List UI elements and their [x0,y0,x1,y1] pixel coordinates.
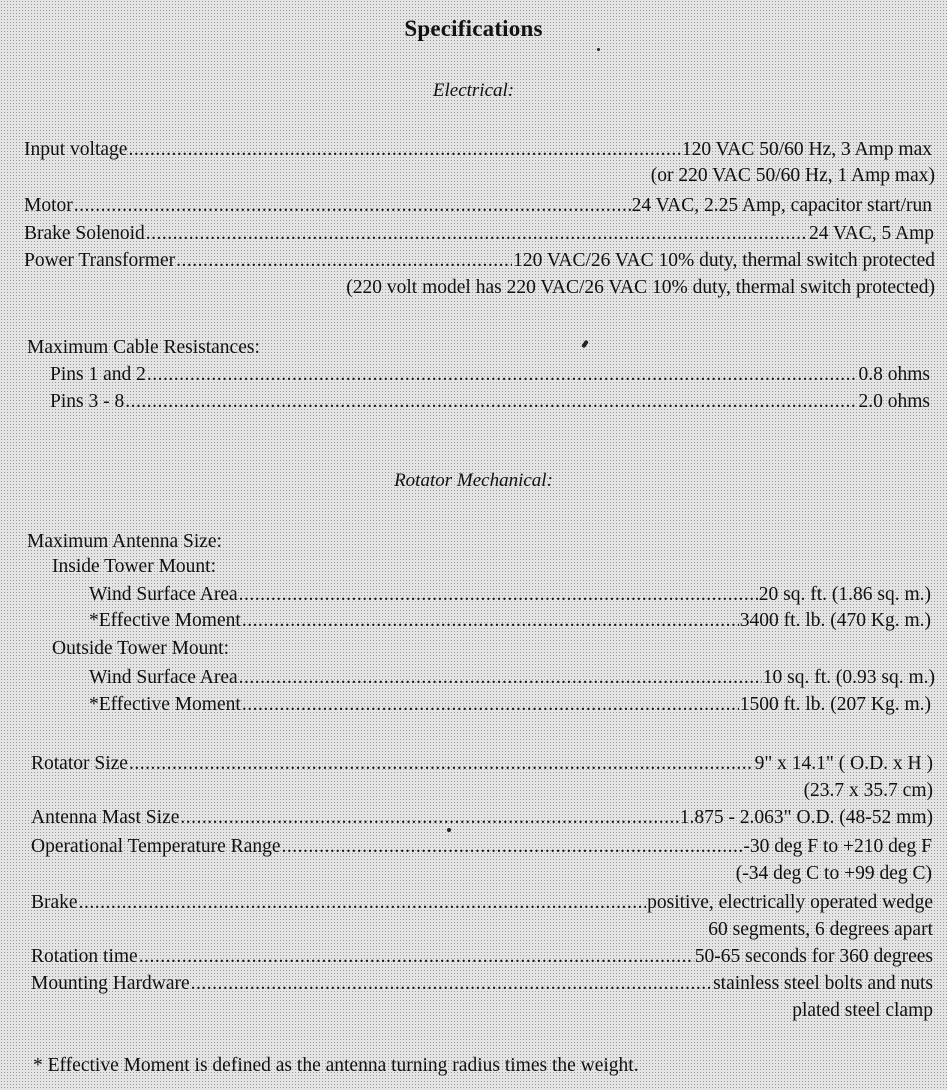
spec-row-brake-solenoid [24,222,934,246]
spec-row-input-voltage [24,138,932,162]
spec-row-temperature [31,835,932,859]
spec-value: 10 sq. ft. (0.93 sq. m.) [762,667,935,688]
spec-value-continued: (-34 deg C to +99 deg C) [735,863,932,884]
spec-label: Wind Surface Area [89,667,238,688]
spec-value: 24 VAC, 5 Amp [809,223,934,244]
spec-row-power-transformer [24,249,935,273]
spec-label: *Effective Moment [89,694,241,715]
spec-row-outside-wind-area [89,666,935,690]
spec-row-rotation-time [31,945,933,969]
spec-label: Brake [31,892,78,913]
spec-value: stainless steel bolts and nuts [713,973,933,994]
leader-dots [128,138,680,162]
speck-mark [597,48,600,51]
spec-label: Pins 3 - 8 [50,391,125,412]
spec-label: Wind Surface Area [89,584,238,605]
spec-row-rotator-size [31,752,933,776]
leader-dots [242,693,739,717]
spec-row-inside-wind-area [89,583,931,607]
spec-label: Power Transformer [24,250,176,271]
speck-mark [447,828,451,832]
spec-label: *Effective Moment [89,610,241,631]
spec-row-motor [24,194,932,218]
mechanical-heading: Rotator Mechanical: [394,470,553,491]
spec-label: Motor [24,195,73,216]
spec-row-mounting-hardware [31,972,933,996]
spec-value-continued: plated steel clamp [792,1000,933,1021]
spec-label: Rotator Size [31,753,128,774]
leader-dots [176,249,512,273]
leader-dots [146,222,808,246]
spec-value: 50-65 seconds for 360 degrees [694,946,933,967]
leader-dots [129,752,754,776]
spec-value-continued: 60 segments, 6 degrees apart [708,919,933,940]
spec-label: Antenna Mast Size [31,807,180,828]
antenna-size-heading: Maximum Antenna Size: [27,531,222,552]
leader-dots [191,972,712,996]
spec-label: Operational Temperature Range [31,836,281,857]
spec-row-pins-1-2 [50,363,930,387]
spec-value: 0.8 ohms [858,364,930,385]
spec-value: 24 VAC, 2.25 Amp, capacitor start/run [631,195,932,216]
spec-label: Mounting Hardware [31,973,190,994]
spec-label: Brake Solenoid [24,223,145,244]
leader-dots [180,806,678,830]
electrical-heading: Electrical: [432,80,515,101]
spec-value-continued: (23.7 x 35.7 cm) [803,780,933,801]
leader-dots [242,609,739,633]
inside-mount-heading: Inside Tower Mount: [52,556,217,577]
leader-dots [239,666,762,690]
leader-dots [147,363,858,387]
page-title: Specifications [404,16,543,41]
spec-value: 120 VAC/26 VAC 10% duty, thermal switch protected [513,250,935,271]
leader-dots [74,194,631,218]
spec-value: 120 VAC 50/60 Hz, 3 Amp max [681,139,932,160]
spec-value: 9" x 14.1" ( O.D. x H ) [754,753,933,774]
footnote: * Effective Moment is defined as the antenna turning radius times the weight. [33,1055,639,1076]
spec-value-continued: (or 220 VAC 50/60 Hz, 1 Amp max) [650,165,935,186]
spec-row-pins-3-8 [50,390,930,414]
outside-mount-heading: Outside Tower Mount: [52,638,230,659]
leader-dots [125,390,857,414]
cable-resistance-heading: Maximum Cable Resistances: [27,337,260,358]
spec-value: 3400 ft. lb. (470 Kg. m.) [739,610,931,631]
spec-value: 2.0 ohms [858,391,930,412]
spec-row-inside-moment [89,609,931,633]
spec-value: 20 sq. ft. (1.86 sq. m.) [758,584,931,605]
leader-dots [79,891,647,915]
spec-value: positive, electrically operated wedge [647,892,933,913]
spec-label: Rotation time [31,946,138,967]
leader-dots [139,945,694,969]
spec-row-brake [31,891,933,915]
speck-mark [581,340,589,349]
spec-value-continued: (220 volt model has 220 VAC/26 VAC 10% duty, thermal switch protected) [346,277,935,298]
spec-value: -30 deg F to +210 deg F [743,836,932,857]
leader-dots [282,835,743,859]
spec-label: Input voltage [24,139,128,160]
leader-dots [239,583,758,607]
spec-value: 1.875 - 2.063" O.D. (48-52 mm) [679,807,933,828]
spec-value: 1500 ft. lb. (207 Kg. m.) [739,694,931,715]
spec-row-outside-moment [89,693,931,717]
spec-label: Pins 1 and 2 [50,364,146,385]
spec-row-mast-size [31,806,933,830]
